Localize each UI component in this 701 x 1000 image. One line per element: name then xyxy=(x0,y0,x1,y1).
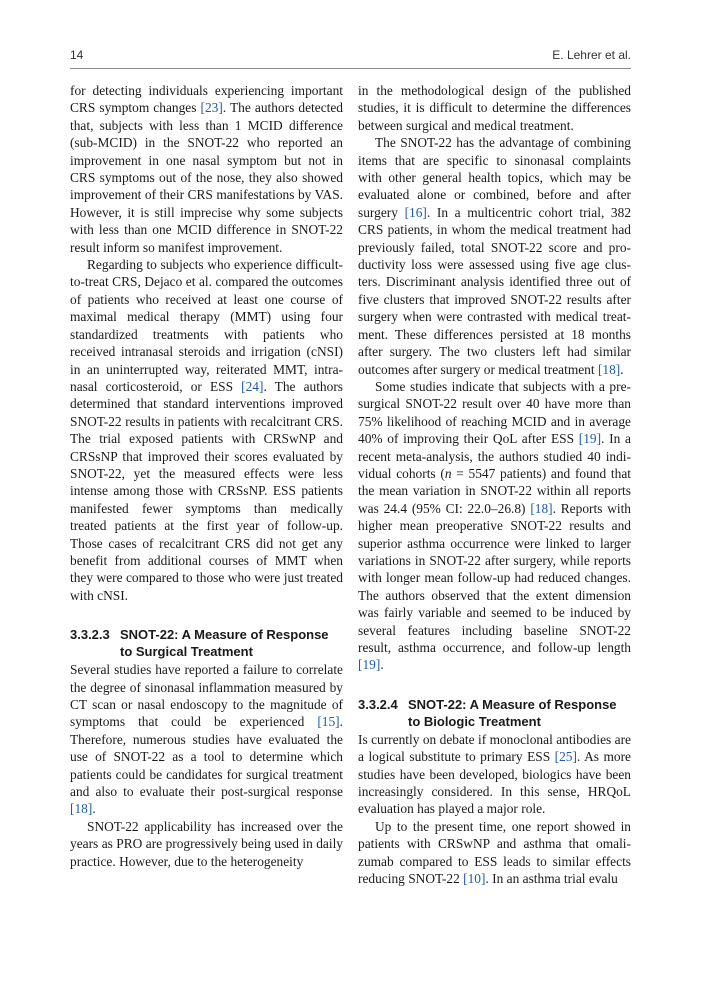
paragraph: Regarding to subjects who experience difficult-to-treat CRS, Dejaco et al. compared the outcomes of patients who received at least one course of maximal medical therapy (MMT) using four standardized treatments with patients who received intranasal steroids and irrigation (cNSI) in an uninterrupted way, reiterated MMT, intranasal corticosteroid, or ESS [24]. The authors determined that standard interventions improved SNOT-22 results in patients with recalcitrant CRS. The trial exposed patients with CRSwNP and CRSsNP that improved their scores evaluated by SNOT-22, yet the measured effects were less intense among those with CRSsNP. ESS patients manifested fewer symptoms than medically treated patients at the first year of follow-up. Those cases of recalcitrant CRS did not get any benefit from additional courses of MMT when they were compared to those who were just treated with cNSI. xyxy=(70,257,343,603)
citation-link[interactable]: [15] xyxy=(317,714,340,730)
section-title: SNOT-22: A Measure of Response to Biologic Treatment xyxy=(408,696,617,729)
running-author: E. Lehrer et al. xyxy=(552,48,631,62)
paragraph: Several studies have reported a failure to correlate the degree of sinonasal inflammation measured by CT scan or nasal endoscopy to the magnitude of symptoms that could be experienced [15]. Therefore, numerous studies have evaluated the use of SNOT-22 as a tool to determine which patients could be candidates for surgical treatment and also to evaluate their post-surgical response [18]. xyxy=(70,662,343,817)
section-number: 3.3.2.4 xyxy=(358,696,398,712)
paragraph: The SNOT-22 has the advantage of combining items that are specific to sinonasal complaints with other general health topics, which may be evaluated alone or combined, before and after surgery [16]. In a multicentric cohort trial, 382 CRS patients, in whom the medical treatment had previously failed, total SNOT-22 score and productivity loss were assessed using five age clusters. Discriminant analysis identified three out of five clusters that improved SNOT-22 results after surgery when were contrasted with medical treatment. These differences persisted at 18 months after surgery. The two clusters left had similar outcomes after surgery or medical treatment [18]. xyxy=(358,135,632,377)
citation-link[interactable]: [16] xyxy=(404,204,427,220)
paragraph: Up to the present time, one report showed in patients with CRSwNP and asthma that omalizumab compared to ESS leads to similar effects reducing SNOT-22 [10]. In an asthma trial evalu xyxy=(358,818,631,887)
citation-link[interactable]: [23] xyxy=(200,100,223,116)
citation-link[interactable]: [19] xyxy=(358,657,381,673)
running-header xyxy=(70,46,631,69)
section-number: 3.3.2.3 xyxy=(70,627,110,643)
section-heading xyxy=(70,626,343,660)
section-title: SNOT-22: A Measure of Response to Surgical Treatment xyxy=(120,627,329,660)
paragraph: for detecting individuals experiencing important CRS symptom changes [23]. The authors detected that, subjects with less than 1 MCID difference (sub-MCID) in the SNOT-22 who reported an improvement in one nasal symptom but not in CRS symptoms out of the nose, they also showed improvement of their CRS manifestations by VAS. However, it is still imprecise why some subjects with less than one MCID difference in SNOT-22 result inform so manifest improvement. xyxy=(70,83,343,255)
section-heading xyxy=(358,696,631,730)
right-column xyxy=(358,82,631,887)
italic-variable: n xyxy=(444,465,452,481)
page-number: 14 xyxy=(70,48,84,62)
paragraph: SNOT-22 applicability has increased over the years as PRO are progressively being used in daily practice. However, due to the heterogeneity xyxy=(70,818,343,869)
citation-link[interactable]: [25] xyxy=(554,749,577,765)
citation-link[interactable]: [18] xyxy=(70,801,93,817)
citation-link[interactable]: [10] xyxy=(463,871,486,887)
paragraph: in the methodological design of the published studies, it is difficult to determine the differences between surgical and medical treatment. xyxy=(358,83,631,133)
citation-link[interactable]: [19] xyxy=(578,431,602,447)
citation-link[interactable]: [24] xyxy=(241,378,264,394)
left-column xyxy=(70,82,343,870)
paragraph: Some studies indicate that subjects with a presurgical SNOT-22 result over 40 have more than 75% likelihood of reaching MCID and in average 40% of improving their QoL after ESS [19]. In a recent meta-analysis, the authors studied 40 individual cohorts (n = 5547 patients) and found that the mean variation in SNOT-22 within all reports was 24.4 (95% CI: 22.0–26.8) [18]. Reports with higher mean preoperative SNOT-22 results and superior asthma occurrence were linked to larger variations in SNOT-22 after surgery, while reports with longer mean follow-up had reduced changes. The authors observed that the extent dimension was fairly variable and seemed to be induced by several features including baseline SNOT-22 result, asthma occurrence, and follow-up length [19]. xyxy=(358,378,631,673)
paragraph: Is currently on debate if monoclonal antibodies are a logical substitute to primary ESS [25]. As more studies have been developed, biologics have been increasingly considered. In this sense, HRQoL evaluation has played a major role. xyxy=(358,731,631,817)
citation-link[interactable]: [18] xyxy=(597,361,621,377)
citation-link[interactable]: [18] xyxy=(530,500,553,516)
